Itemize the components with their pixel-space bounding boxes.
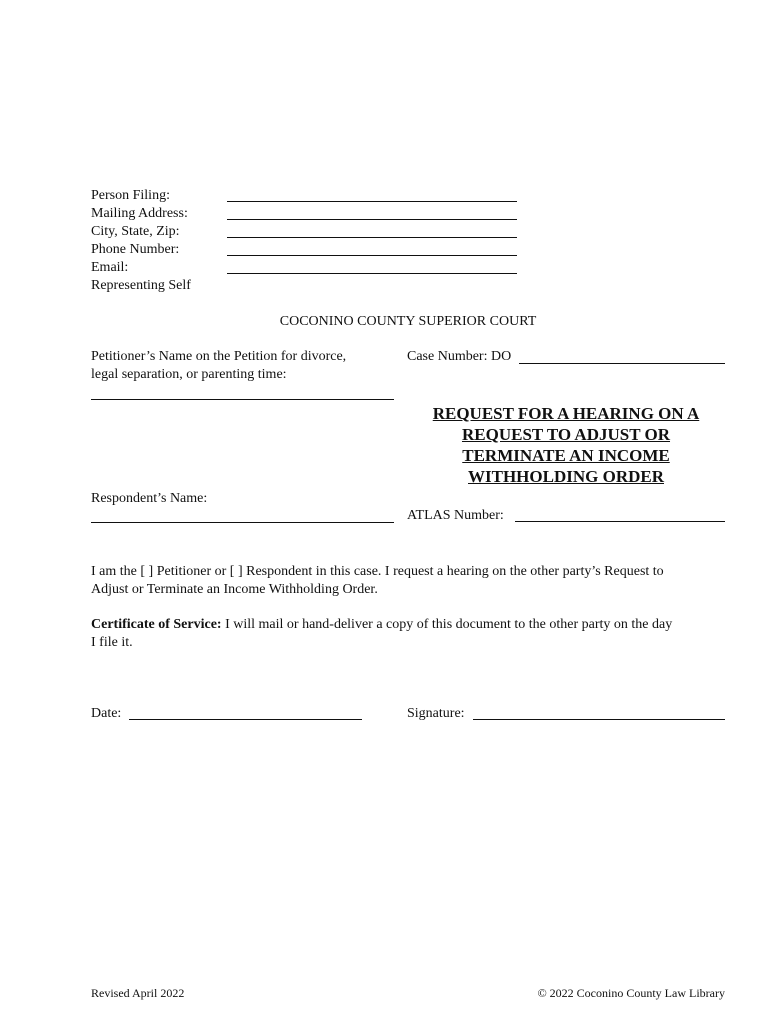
email-line[interactable]	[227, 273, 517, 274]
title-line-1: REQUEST FOR A HEARING ON A	[432, 404, 700, 423]
document-title	[407, 403, 725, 487]
date-label: Date:	[91, 706, 122, 721]
city-state-zip-label: City, State, Zip:	[91, 224, 180, 239]
mailing-address-line[interactable]	[227, 219, 517, 220]
title-line-3: TERMINATE AN INCOME	[462, 446, 670, 465]
certificate-line1	[91, 616, 672, 634]
petitioner-label-line2: legal separation, or parenting time:	[91, 367, 287, 382]
certificate-line2: I file it.	[91, 635, 133, 650]
person-filing-label: Person Filing:	[91, 188, 170, 203]
case-number-label: Case Number: DO	[407, 349, 512, 364]
title-line-4: WITHHOLDING ORDER	[468, 467, 664, 486]
footer-revised: Revised April 2022	[91, 986, 185, 1000]
person-filing-line[interactable]	[227, 201, 517, 202]
party-statement-line1: I am the [ ] Petitioner or [ ] Respondent in this case. I request a hearing on the other party’s Request to	[91, 564, 664, 579]
respondent-label: Respondent’s Name:	[91, 491, 208, 506]
signature-label: Signature:	[407, 706, 465, 721]
respondent-name-line[interactable]	[91, 522, 394, 523]
court-name: COCONINO COUNTY SUPERIOR COURT	[279, 314, 537, 329]
party-statement-line2: Adjust or Terminate an Income Withholding Order.	[91, 582, 378, 597]
petitioner-label-line1: Petitioner’s Name on the Petition for divorce,	[91, 349, 347, 364]
petitioner-name-line[interactable]	[91, 399, 394, 400]
signature-line[interactable]	[473, 719, 725, 720]
phone-number-line[interactable]	[227, 255, 517, 256]
atlas-number-label: ATLAS Number:	[407, 508, 504, 523]
title-line-2: REQUEST TO ADJUST OR	[461, 425, 671, 444]
mailing-address-label: Mailing Address:	[91, 206, 188, 221]
footer-copyright: © 2022 Coconino County Law Library	[537, 986, 725, 1000]
phone-number-label: Phone Number:	[91, 242, 180, 257]
case-number-line[interactable]	[519, 363, 725, 364]
certificate-label: Certificate of Service:	[91, 617, 222, 632]
atlas-number-line[interactable]	[515, 521, 725, 522]
city-state-zip-line[interactable]	[227, 237, 517, 238]
certificate-text: I will mail or hand-deliver a copy of this document to the other party on the day	[221, 617, 673, 632]
date-line[interactable]	[129, 719, 362, 720]
representing-self-label: Representing Self	[91, 278, 191, 293]
email-label: Email:	[91, 260, 129, 275]
